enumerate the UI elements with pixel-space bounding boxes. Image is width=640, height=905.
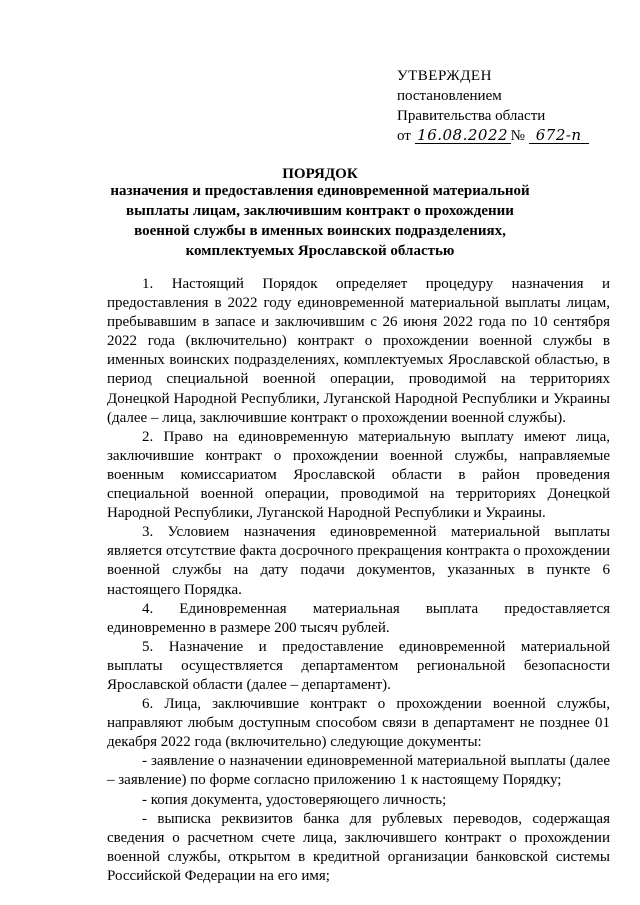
approval-line-2: Правительства области — [397, 108, 546, 124]
paragraph-3: 3. Условием назначения единовременной материальной выплаты является отсутствие факта досрочного прекращения контракта о прохождении военной службы на дату подачи документов, указанных в пункте 6 настоящего Порядка. — [107, 524, 610, 598]
paragraph-6: 6. Лица, заключившие контракт о прохождении военной службы, направляют любым доступным способом связи в департамент не позднее 01 декабря 2022 года (включительно) следующие документы: — [107, 696, 610, 751]
paragraph-2: 2. Право на единовременную материальную выплату имеют лица, заключившие контракт о прохождении военной службы, направляемые военным комиссариатом Ярославской области в район проведения специальной военной операции, проводимой на территориях Донецкой Народной Республики, Луганской Народной Республики и Украины. — [107, 428, 610, 522]
paragraph-1: 1. Настоящий Порядок определяет процедуру назначения и предоставления в 2022 году единовременной материальной выплаты лицам, пребывавшим в запасе и заключившим с 26 июня 2022 года по 10 сентября 2022 года (включительно) контракт о прохождении военной службы в именных воинских подразделениях, комплектуемых Ярославской областью, в период специальной военной операции, проводимой на территориях Донецкой Народной Республики, Луганской Народной Республики и Украины (далее – лица, заключившие контракт о прохождении военной службы). — [107, 276, 610, 426]
approval-line-1: постановлением — [397, 88, 502, 104]
list-item-id-copy: - копия документа, удостоверяющего личность; — [142, 791, 447, 808]
approval-block — [397, 66, 589, 146]
document-title: ПОРЯДОК — [282, 166, 358, 182]
list-item-bank-details: - выписка реквизитов банка для рублевых переводов, содержащая сведения о расчетном счете лица, заключившего контракт о прохождении военной службы, открытом в кредитной организации банковской системы Российской Федерации на его имя; — [107, 810, 610, 884]
paragraph-4: 4. Единовременная материальная выплата предоставляется единовременно в размере 200 тысяч рублей. — [107, 600, 610, 636]
approval-stamp: УТВЕРЖДЕН — [397, 68, 492, 84]
document-body — [107, 275, 610, 886]
document-subtitle: назначения и предоставления единовременной материальной выплаты лицам, заключившим контракт о прохождении военной службы в именных воинских подразделениях, комплектуемых Ярославской областью — [110, 183, 530, 259]
from-label: от — [397, 128, 411, 144]
list-item-application: - заявление о назначении единовременной материальной выплаты (далее – заявление) по форме согласно приложению 1 к настоящему Порядку; — [107, 753, 610, 789]
number-sign: № — [510, 128, 525, 144]
paragraph-5: 5. Назначение и предоставление единовременной материальной выплаты осуществляется департаментом региональной безопасности Ярославской области (далее – департамент). — [107, 638, 610, 693]
approval-date-line — [397, 126, 589, 146]
approval-date: 16.08.2022 — [415, 127, 511, 144]
approval-number: 672-п — [529, 127, 589, 144]
